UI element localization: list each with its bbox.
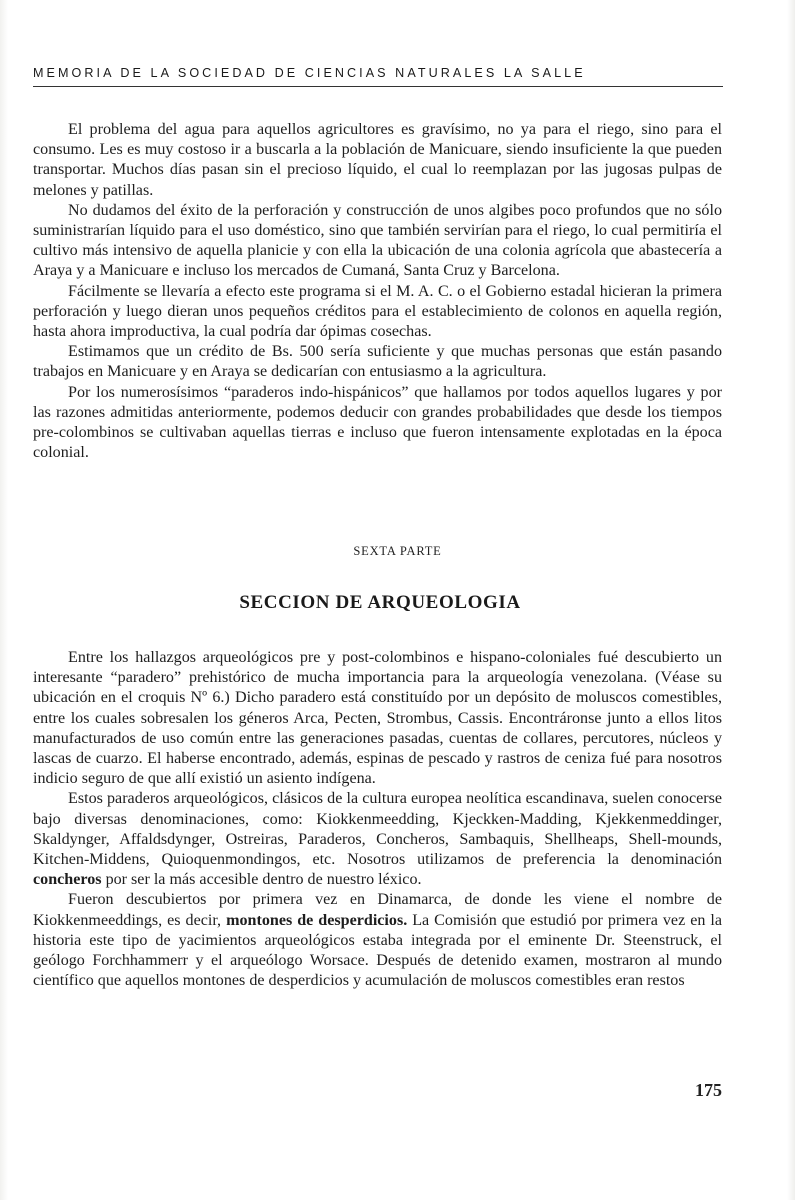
page-number: 175 bbox=[695, 1080, 722, 1100]
paragraph: Entre los hallazgos arqueológicos pre y post-colombinos e hispano-coloniales fué descubierto un interesante “paradero” prehistórico de mucha importancia para la arqueología venezolana. (Véase su ubicación en el croquis Nº 6.) Dicho paradero está constituído por un depósito de moluscos comestibles, entre los cuales sobresalen los géneros Arca, Pecten, Strombus, Cassis. Encontráronse junto a ellos litos manufacturados de uso común entre las generaciones pasadas, cuentas de collares, percutores, núcleos y lascas de cuarzo. El haberse encontrado, además, espinas de pescado y rastros de ceniza fué para nosotros indicio seguro de que allí existió un asiento indígena. bbox=[33, 649, 722, 788]
paragraph: Estimamos que un crédito de Bs. 500 sería suficiente y que muchas personas que están pasando trabajos en Manicuare y en Araya se dedicarían con entusiasmo a la agricultura. bbox=[33, 343, 722, 381]
paragraph-text: Fueron descubiertos por primera vez en Dinamarca, de donde les viene el nombre de Kiokkenmeeddings, es decir, bbox=[33, 891, 722, 929]
bold-term: montones de desperdicios. bbox=[226, 911, 408, 929]
paragraph-text: La Comisión que estudió por primera vez en la historia este tipo de yacimientos arqueológicos estaba integrada por el eminente Dr. Steenstruck, el geólogo Forchhammerr y el arqueólogo Worsace. Después de detenido examen, mostraron al mundo científico que aquellos montones de desperdicios y acumulación de moluscos comestibles eran restos bbox=[33, 911, 722, 990]
paragraph-text: Estos paraderos arqueológicos, clásicos de la cultura europea neolítica escandinava, suelen conocerse bajo diversas denominaciones, como: Kiokkenmeedding, Kjeckken-Madding, Kjekkenmeddinger, Skaldynger, Affaldsdynger, Ostreiras, Paraderos, Concheros, Sambaquis, Shellheaps, Shell-mounds, Kitchen-Middens, Quioquenmondingos, etc. Nosotros utilizamos de preferencia la denominación bbox=[33, 790, 722, 869]
paragraph bbox=[33, 890, 722, 991]
running-header: MEMORIA DE LA SOCIEDAD DE CIENCIAS NATURALES LA SALLE bbox=[33, 66, 586, 80]
intro-text-block bbox=[33, 120, 722, 463]
paragraph: El problema del agua para aquellos agricultores es gravísimo, no ya para el riego, sino para el consumo. Les es muy costoso ir a buscarla a la población de Manicuare, siendo insuficiente la que pueden transportar. Muchos días pasan sin el precioso líquido, el cual lo reemplazan por las jugosas pulpas de melones y patillas. bbox=[33, 121, 722, 199]
archaeology-text-block bbox=[33, 648, 722, 991]
paragraph: No dudamos del éxito de la perforación y construcción de unos algibes poco profundos que no sólo suministrarían líquido para el uso doméstico, sino que también servirían para el riego, lo cual permitiría el cultivo más intensivo de aquella planicie y con ella la ubicación de una colonia agrícola que abastecería a Araya y a Manicuare e incluso los mercados de Cumaná, Santa Cruz y Barcelona. bbox=[33, 201, 722, 280]
paragraph bbox=[33, 789, 722, 890]
header-rule bbox=[33, 86, 723, 87]
section-title: SECCION DE ARQUEOLOGIA bbox=[239, 592, 521, 613]
paragraph: Fácilmente se llevaría a efecto este programa si el M. A. C. o el Gobierno estadal hicieran la primera perforación y luego dieran unos pequeños créditos para el establecimiento de colonos en aquella región, hasta ahora improductiva, la cual podría dar ópimas cosechas. bbox=[33, 282, 722, 341]
part-label: SEXTA PARTE bbox=[353, 544, 442, 558]
paragraph-text: por ser la más accesible dentro de nuestro léxico. bbox=[101, 871, 422, 889]
bold-term: concheros bbox=[33, 871, 102, 889]
paragraph: Por los numerosísimos “paraderos indo-hispánicos” que hallamos por todos aquellos lugares y por las razones admitidas anteriormente, podemos deducir con grandes probabilidades que desde los tiempos pre-colombinos se cultivaban aquellas tierras e incluso que fueron intensamente explotadas en la época colonial. bbox=[33, 383, 722, 462]
